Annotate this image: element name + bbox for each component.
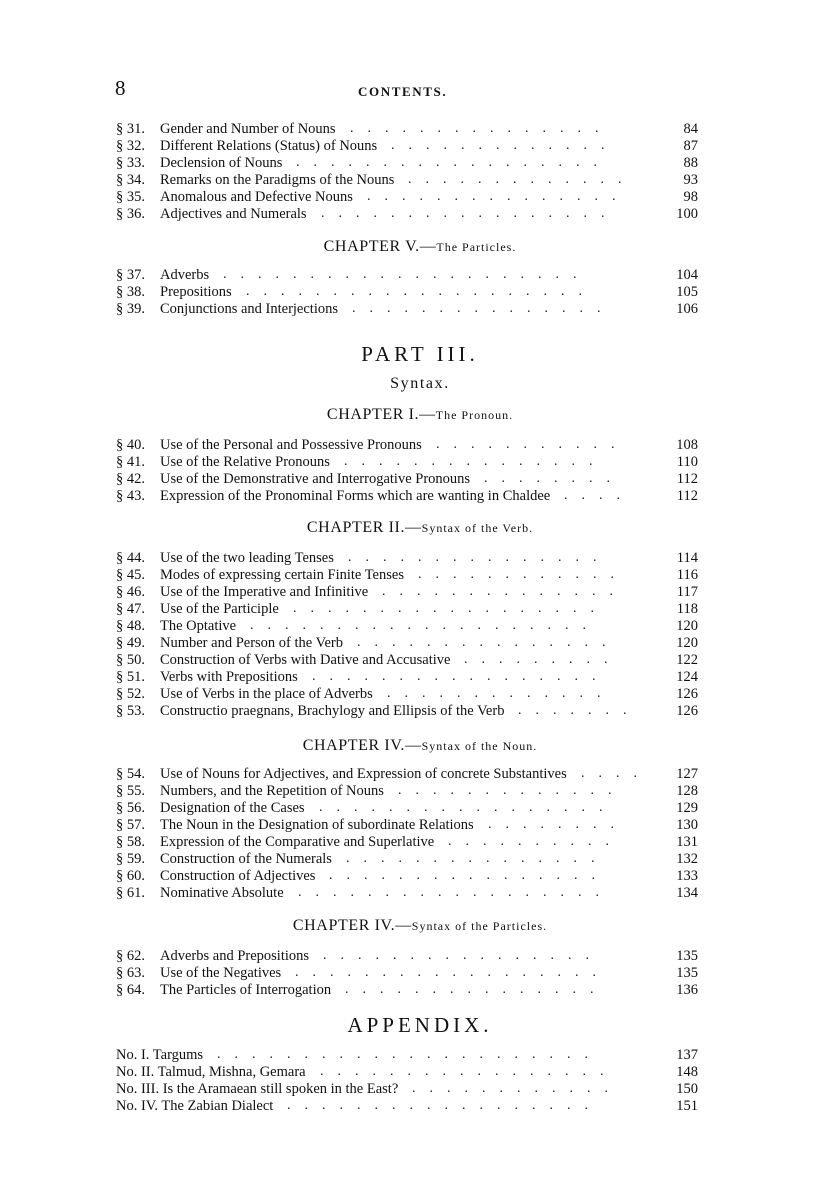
chapter-heading (0, 406, 840, 424)
dot-leader: . . . . . . . . (484, 471, 624, 486)
toc-entry[interactable] (116, 205, 698, 223)
page-reference: 135 (676, 965, 698, 981)
section-number: § 35. (116, 189, 145, 205)
page-reference: 137 (676, 1047, 698, 1063)
appendix-heading: APPENDIX. (347, 1013, 493, 1037)
entry-title: Use of the Relative Pronouns (160, 454, 330, 470)
dot-leader: . . . . . . . . . . . . . . . . . (312, 669, 610, 684)
toc-entry[interactable] (116, 171, 698, 189)
entry-title: Constructio praegnans, Brachylogy and Ellipsis of the Verb (160, 703, 505, 719)
page-reference: 110 (676, 454, 698, 470)
toc-entry[interactable] (116, 154, 698, 172)
section-number: § 52. (116, 686, 145, 702)
entry-title: Anomalous and Defective Nouns (160, 189, 353, 205)
entry-title: Use of the Participle (160, 601, 279, 617)
entry-title: Construction of Adjectives (160, 868, 316, 884)
section-number: § 42. (116, 471, 145, 487)
toc-entry[interactable] (116, 283, 698, 301)
dot-leader: . . . . . . . . . . . . . . . (348, 550, 611, 565)
section-number: § 41. (116, 454, 145, 470)
chapter-title: The Pronoun. (435, 408, 514, 422)
page-reference: 128 (676, 783, 698, 799)
chapter-heading (0, 519, 840, 537)
dot-leader: . . . . (564, 488, 634, 503)
page-reference: 129 (676, 800, 698, 816)
entry-title: No. II. Talmud, Mishna, Gemara (116, 1064, 306, 1080)
toc-entry[interactable] (116, 266, 698, 284)
page-reference: 151 (676, 1098, 698, 1114)
section-number: § 40. (116, 437, 145, 453)
section-number: § 64. (116, 982, 145, 998)
entry-title: Use of the Demonstrative and Interrogative Pronouns (160, 471, 471, 487)
entry-title: Gender and Number of Nouns (160, 121, 336, 137)
toc-entry[interactable] (116, 981, 698, 999)
toc-entry[interactable] (116, 799, 698, 817)
toc-entry[interactable] (116, 634, 698, 652)
toc-entry[interactable] (116, 947, 698, 965)
section-number: § 50. (116, 652, 145, 668)
page-reference: 122 (676, 652, 698, 668)
dot-leader: . . . . . . . . . . . . . . . . . . (287, 1098, 602, 1113)
chapter-number: CHAPTER IV.— (292, 917, 412, 934)
page-reference: 120 (676, 618, 698, 634)
entry-title: Prepositions (160, 284, 232, 300)
dot-leader: . . . . . . . . . . . . . . . (352, 301, 615, 316)
page-reference: 134 (676, 885, 698, 901)
dot-leader: . . . . . . . . . . . . . . . . . . (293, 601, 608, 616)
entry-title: Expression of the Comparative and Superlative (160, 834, 435, 850)
section-number: § 53. (116, 703, 145, 719)
running-head: CONTENTS. (358, 84, 448, 99)
dot-leader: . . . . . . . . . . . . . . . . . . (296, 155, 611, 170)
page-reference: 87 (683, 138, 698, 154)
page-reference: 118 (676, 601, 698, 617)
part-subtitle: Syntax. (390, 375, 450, 392)
entry-title: Use of Nouns for Adjectives, and Expression of concrete Substantives (160, 766, 567, 782)
toc-entry[interactable] (116, 964, 698, 982)
chapter-heading (0, 737, 840, 755)
entry-title: Expression of the Pronominal Forms which are wanting in Chaldee (160, 488, 551, 504)
toc-entry[interactable] (116, 702, 698, 720)
dot-leader: . . . . . . . . . . . . . . . . . . . . . . (217, 1047, 602, 1062)
toc-entry[interactable] (116, 188, 698, 206)
section-number: § 37. (116, 267, 145, 283)
dot-leader: . . . . . . . . . . . . . . . (357, 635, 620, 650)
page-reference: 130 (676, 817, 698, 833)
section-number: § 39. (116, 301, 145, 317)
toc-entry[interactable] (116, 1080, 698, 1098)
page-reference: 150 (676, 1081, 698, 1097)
toc-entry[interactable] (116, 1046, 698, 1064)
dot-leader: . . . . . . . . . . . . . (387, 686, 615, 701)
toc-entry[interactable] (116, 600, 698, 618)
section-number: § 62. (116, 948, 145, 964)
entry-title: Adverbs (160, 267, 210, 283)
page-reference: 104 (676, 267, 698, 283)
page-reference: 148 (676, 1064, 698, 1080)
dot-leader: . . . . . . . . . (464, 652, 622, 667)
dot-leader: . . . . . . . . . . . . . (391, 138, 619, 153)
toc-entry[interactable] (116, 765, 698, 783)
page-reference: 135 (676, 948, 698, 964)
dot-leader: . . . . . . . . . . . . . . (382, 584, 627, 599)
entry-title: Numbers, and the Repetition of Nouns (160, 783, 384, 799)
page-reference: 120 (676, 635, 698, 651)
section-number: § 33. (116, 155, 145, 171)
toc-entry[interactable] (116, 436, 698, 454)
section-number: § 48. (116, 618, 145, 634)
chapter-heading (0, 917, 840, 935)
dot-leader: . . . . . . . . . . . . . . . . . . . . (250, 618, 600, 633)
entry-title: Construction of Verbs with Dative and Accusative (160, 652, 451, 668)
dot-leader: . . . . . . . . . . . . . . . . . . (298, 885, 613, 900)
toc-entry[interactable] (116, 583, 698, 601)
dot-leader: . . . . . . . . . . . . (418, 567, 628, 582)
dot-leader: . . . . . . . . . . . . . . . (350, 121, 613, 136)
page-reference: 132 (676, 851, 698, 867)
section-number: § 43. (116, 488, 145, 504)
toc-entry[interactable] (116, 884, 698, 902)
section-number: § 38. (116, 284, 145, 300)
entry-title: Use of Verbs in the place of Adverbs (160, 686, 373, 702)
dot-leader: . . . . . . . . . . . . . . . . (329, 868, 609, 883)
toc-entry[interactable] (116, 120, 698, 138)
entry-title: The Optative (160, 618, 237, 634)
page-reference: 131 (676, 834, 698, 850)
section-number: § 63. (116, 965, 145, 981)
entry-title: The Particles of Interrogation (160, 982, 332, 998)
dot-leader: . . . . . . . . . . . . . . . (367, 189, 630, 204)
page-number: 8 (115, 76, 126, 100)
toc-entry[interactable] (116, 617, 698, 635)
page-reference: 127 (676, 766, 698, 782)
entry-title: Nominative Absolute (160, 885, 284, 901)
toc-entry[interactable] (116, 850, 698, 868)
section-number: § 47. (116, 601, 145, 617)
section-number: § 59. (116, 851, 145, 867)
entry-title: Declension of Nouns (160, 155, 283, 171)
entry-title: No. I. Targums (116, 1047, 204, 1063)
chapter-number: CHAPTER IV.— (302, 737, 422, 754)
entry-title: Adverbs and Prepositions (160, 948, 310, 964)
toc-entry[interactable] (116, 685, 698, 703)
dot-leader: . . . . . . . . . . . . . . . . . (319, 800, 617, 815)
page-reference: 117 (676, 584, 698, 600)
chapter-title: Syntax of the Verb. (421, 521, 534, 535)
page-reference: 114 (676, 550, 698, 566)
dot-leader: . . . . . . . . . . . . . . . . (323, 948, 603, 963)
entry-title: No. IV. The Zabian Dialect (116, 1098, 274, 1114)
chapter-title: The Particles. (436, 240, 517, 254)
entry-title: Use of the Negatives (160, 965, 282, 981)
toc-entry[interactable] (116, 816, 698, 834)
dot-leader: . . . . . . . . (488, 817, 628, 832)
dot-leader: . . . . . . . . . . . . . . . . . . . . . (223, 267, 591, 282)
toc-entry[interactable] (116, 867, 698, 885)
section-number: § 46. (116, 584, 145, 600)
section-number: § 31. (116, 121, 145, 137)
page-reference: 136 (676, 982, 698, 998)
entry-title: Designation of the Cases (160, 800, 305, 816)
chapter-title: Syntax of the Particles. (411, 919, 548, 933)
page-reference: 106 (676, 301, 698, 317)
part-heading: PART III. (361, 342, 479, 366)
toc-entry[interactable] (116, 566, 698, 584)
section-number: § 60. (116, 868, 145, 884)
entry-title: Use of the Imperative and Infinitive (160, 584, 369, 600)
section-number: § 36. (116, 206, 145, 222)
section-number: § 54. (116, 766, 145, 782)
page-reference: 84 (683, 121, 698, 137)
toc-entry[interactable] (116, 470, 698, 488)
toc-entry[interactable] (116, 549, 698, 567)
dot-leader: . . . . . . . . . . . . . . . (345, 982, 608, 997)
page-reference: 108 (676, 437, 698, 453)
dot-leader: . . . . . . . . . . . . . . . (346, 851, 609, 866)
toc-entry[interactable] (116, 833, 698, 851)
page-reference: 100 (676, 206, 698, 222)
toc-entry[interactable] (116, 137, 698, 155)
dot-leader: . . . . . . . . . . . . . . . . . (320, 1064, 618, 1079)
dot-leader: . . . . . . . . . . . (436, 437, 629, 452)
entry-title: Use of the Personal and Possessive Pronouns (160, 437, 422, 453)
page-reference: 93 (683, 172, 698, 188)
page-reference: 124 (676, 669, 698, 685)
entry-title: Modes of expressing certain Finite Tenses (160, 567, 404, 583)
section-number: § 57. (116, 817, 145, 833)
dot-leader: . . . . . . . . . . . . . . . . . . . . (246, 284, 596, 299)
toc-entry[interactable] (116, 1063, 698, 1081)
section-number: § 56. (116, 800, 145, 816)
page-reference: 98 (683, 189, 698, 205)
chapter-title: Syntax of the Noun. (421, 739, 538, 753)
section-number: § 61. (116, 885, 145, 901)
dot-leader: . . . . . . . . . . . . . (398, 783, 626, 798)
page-reference: 126 (676, 703, 698, 719)
entry-title: Conjunctions and Interjections (160, 301, 338, 317)
section-number: § 51. (116, 669, 145, 685)
dot-leader: . . . . (581, 766, 651, 781)
dot-leader: . . . . . . . (518, 703, 641, 718)
page-reference: 112 (676, 471, 698, 487)
chapter-number: CHAPTER V.— (323, 238, 437, 255)
chapter-heading (0, 238, 840, 256)
section-number: § 32. (116, 138, 145, 154)
section-number: § 34. (116, 172, 145, 188)
dot-leader: . . . . . . . . . . . . . . . (344, 454, 607, 469)
toc-entry[interactable] (116, 651, 698, 669)
dot-leader: . . . . . . . . . . . . . (408, 172, 636, 187)
entry-title: The Noun in the Designation of subordinate Relations (160, 817, 474, 833)
section-number: § 45. (116, 567, 145, 583)
toc-entry[interactable] (116, 487, 698, 505)
entry-title: No. III. Is the Aramaean still spoken in the East? (116, 1081, 399, 1097)
toc-entry[interactable] (116, 782, 698, 800)
chapter-number: CHAPTER I.— (326, 406, 436, 423)
section-number: § 49. (116, 635, 145, 651)
page-reference: 133 (676, 868, 698, 884)
toc-entry[interactable] (116, 1097, 698, 1115)
page-reference: 116 (676, 567, 698, 583)
dot-leader: . . . . . . . . . . . . . . . . . . (295, 965, 610, 980)
entry-title: Use of the two leading Tenses (160, 550, 334, 566)
toc-entry[interactable] (116, 453, 698, 471)
entry-title: Adjectives and Numerals (160, 206, 307, 222)
entry-title: Number and Person of the Verb (160, 635, 343, 651)
section-number: § 55. (116, 783, 145, 799)
section-number: § 58. (116, 834, 145, 850)
toc-entry[interactable] (116, 668, 698, 686)
dot-leader: . . . . . . . . . . . . (412, 1081, 622, 1096)
chapter-number: CHAPTER II.— (306, 519, 422, 536)
dot-leader: . . . . . . . . . . (448, 834, 623, 849)
toc-entry[interactable] (116, 300, 698, 318)
section-number: § 44. (116, 550, 145, 566)
entry-title: Verbs with Prepositions (160, 669, 298, 685)
entry-title: Remarks on the Paradigms of the Nouns (160, 172, 395, 188)
entry-title: Different Relations (Status) of Nouns (160, 138, 378, 154)
page-reference: 88 (683, 155, 698, 171)
entry-title: Construction of the Numerals (160, 851, 332, 867)
dot-leader: . . . . . . . . . . . . . . . . . (321, 206, 619, 221)
page-reference: 126 (676, 686, 698, 702)
page-reference: 112 (676, 488, 698, 504)
page-reference: 105 (676, 284, 698, 300)
